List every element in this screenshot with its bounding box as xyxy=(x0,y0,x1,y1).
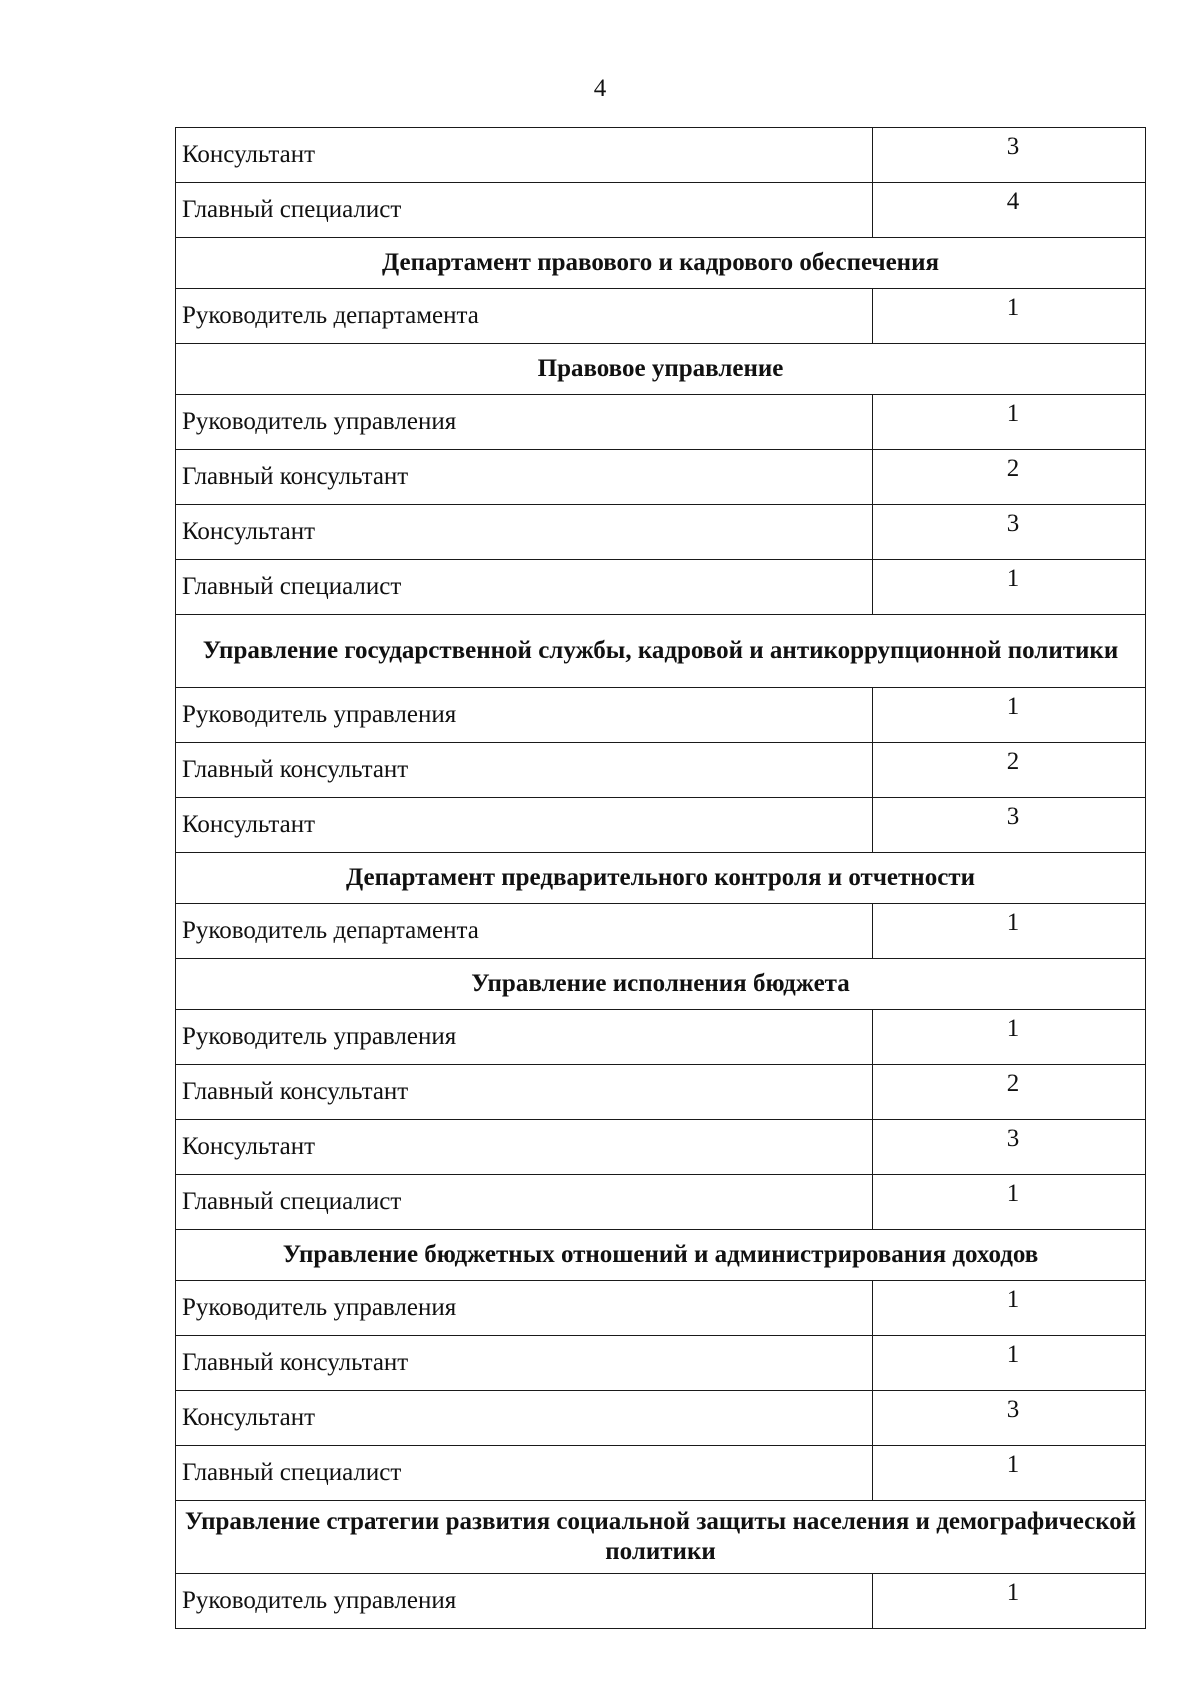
position-count: 1 xyxy=(873,688,1146,743)
position-title: Руководитель департамента xyxy=(176,904,873,959)
section-title: Правовое управление xyxy=(176,344,1146,395)
position-count: 1 xyxy=(873,289,1146,344)
section-header-row xyxy=(176,1230,1146,1281)
position-row xyxy=(176,743,1146,798)
position-title: Главный консультант xyxy=(176,1336,873,1391)
position-title: Руководитель управления xyxy=(176,395,873,450)
section-header-row xyxy=(176,238,1146,289)
section-title: Управление стратегии развития социальной защиты населения и демографической политики xyxy=(176,1501,1146,1574)
position-count: 3 xyxy=(873,505,1146,560)
position-title: Главный консультант xyxy=(176,743,873,798)
section-header-row xyxy=(176,959,1146,1010)
position-count: 1 xyxy=(873,1175,1146,1230)
position-title: Главный консультант xyxy=(176,450,873,505)
section-title: Департамент предварительного контроля и отчетности xyxy=(176,853,1146,904)
position-count: 1 xyxy=(873,1574,1146,1629)
position-title: Главный консультант xyxy=(176,1065,873,1120)
position-row xyxy=(176,560,1146,615)
position-row xyxy=(176,1574,1146,1629)
staffing-table xyxy=(175,127,1146,1629)
section-title: Департамент правового и кадрового обеспечения xyxy=(176,238,1146,289)
position-title: Главный специалист xyxy=(176,1446,873,1501)
position-title: Руководитель управления xyxy=(176,1574,873,1629)
position-count: 1 xyxy=(873,1336,1146,1391)
section-title: Управление исполнения бюджета xyxy=(176,959,1146,1010)
position-title: Руководитель управления xyxy=(176,1010,873,1065)
position-row xyxy=(176,505,1146,560)
position-title: Главный специалист xyxy=(176,560,873,615)
section-header-row xyxy=(176,1501,1146,1574)
position-row xyxy=(176,798,1146,853)
position-count: 3 xyxy=(873,1120,1146,1175)
position-count: 4 xyxy=(873,183,1146,238)
position-row xyxy=(176,1065,1146,1120)
position-title: Руководитель управления xyxy=(176,1281,873,1336)
section-header-row xyxy=(176,344,1146,395)
position-title: Консультант xyxy=(176,1391,873,1446)
position-title: Консультант xyxy=(176,505,873,560)
position-row xyxy=(176,904,1146,959)
position-row xyxy=(176,688,1146,743)
position-row xyxy=(176,1010,1146,1065)
position-title: Главный специалист xyxy=(176,1175,873,1230)
position-count: 2 xyxy=(873,1065,1146,1120)
position-row xyxy=(176,1336,1146,1391)
position-row xyxy=(176,1446,1146,1501)
position-count: 2 xyxy=(873,450,1146,505)
section-header-row xyxy=(176,853,1146,904)
position-title: Главный специалист xyxy=(176,183,873,238)
position-row xyxy=(176,128,1146,183)
position-title: Консультант xyxy=(176,798,873,853)
position-title: Руководитель управления xyxy=(176,688,873,743)
position-row xyxy=(176,395,1146,450)
position-count: 1 xyxy=(873,560,1146,615)
position-row xyxy=(176,1120,1146,1175)
position-count: 3 xyxy=(873,128,1146,183)
position-count: 1 xyxy=(873,1010,1146,1065)
position-title: Руководитель департамента xyxy=(176,289,873,344)
position-count: 3 xyxy=(873,798,1146,853)
section-title: Управление бюджетных отношений и администрирования доходов xyxy=(176,1230,1146,1281)
position-title: Консультант xyxy=(176,1120,873,1175)
staffing-table-body xyxy=(176,128,1146,1629)
position-row xyxy=(176,450,1146,505)
position-count: 1 xyxy=(873,395,1146,450)
position-count: 1 xyxy=(873,904,1146,959)
position-count: 3 xyxy=(873,1391,1146,1446)
page-number: 4 xyxy=(593,75,607,102)
section-header-row xyxy=(176,615,1146,688)
position-count: 1 xyxy=(873,1281,1146,1336)
position-row xyxy=(176,1281,1146,1336)
section-title: Управление государственной службы, кадровой и антикоррупционной политики xyxy=(176,615,1146,688)
position-row xyxy=(176,1391,1146,1446)
position-count: 2 xyxy=(873,743,1146,798)
position-count: 1 xyxy=(873,1446,1146,1501)
position-row xyxy=(176,183,1146,238)
position-row xyxy=(176,289,1146,344)
position-title: Консультант xyxy=(176,128,873,183)
position-row xyxy=(176,1175,1146,1230)
